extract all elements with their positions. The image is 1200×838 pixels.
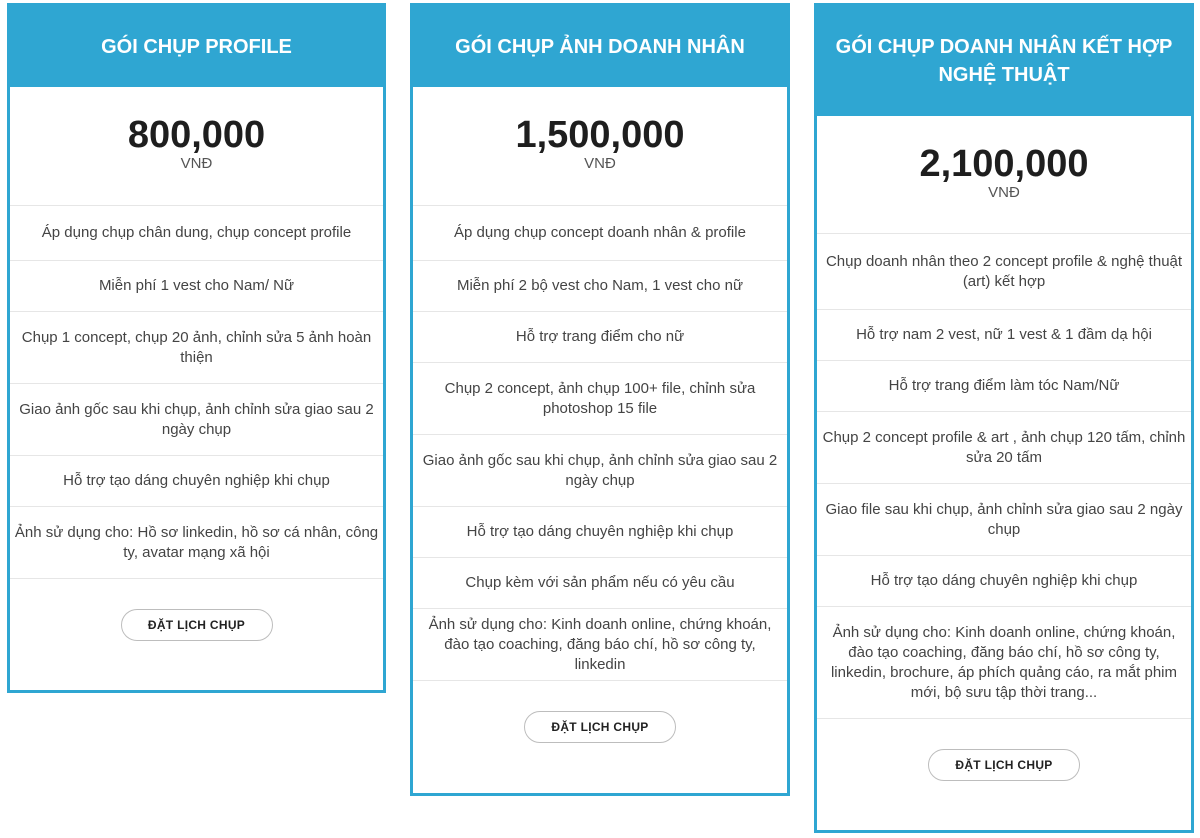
feature-item: Chụp doanh nhân theo 2 concept profile & nghệ thuật (art) kết hợp (817, 234, 1191, 310)
feature-item: Chụp 2 concept, ảnh chụp 100+ file, chỉnh sửa photoshop 15 file (413, 363, 787, 435)
button-row (817, 719, 1191, 781)
feature-item: Ảnh sử dụng cho: Kinh doanh online, chứng khoán, đào tạo coaching, đăng báo chí, hồ sơ công ty, linkedin (413, 609, 787, 681)
price-block (817, 116, 1191, 234)
feature-item: Áp dụng chụp chân dung, chụp concept profile (10, 206, 383, 261)
feature-item: Chụp 1 concept, chụp 20 ảnh, chỉnh sửa 5 ảnh hoàn thiện (10, 312, 383, 384)
pricing-card-profile (7, 3, 386, 693)
price-currency: VNĐ (584, 155, 616, 172)
feature-item: Hỗ trợ trang điểm cho nữ (413, 312, 787, 363)
price-value: 1,500,000 (515, 114, 685, 156)
card-title: GÓI CHỤP PROFILE (10, 6, 383, 87)
price-block (10, 87, 383, 206)
feature-item: Hỗ trợ tạo dáng chuyên nghiệp khi chụp (817, 556, 1191, 607)
price-value: 800,000 (127, 114, 266, 156)
feature-item: Chụp kèm với sản phẩm nếu có yêu cầu (413, 558, 787, 609)
feature-item: Miễn phí 1 vest cho Nam/ Nữ (10, 261, 383, 312)
feature-item: Hỗ trợ nam 2 vest, nữ 1 vest & 1 đầm dạ hội (817, 310, 1191, 361)
price-currency: VNĐ (180, 155, 213, 172)
card-title: GÓI CHỤP DOANH NHÂN KẾT HỢP NGHỆ THUẬT (817, 6, 1191, 116)
feature-item: Giao ảnh gốc sau khi chụp, ảnh chỉnh sửa giao sau 2 ngày chụp (10, 384, 383, 456)
price-value: 2,100,000 (919, 143, 1089, 185)
book-session-button[interactable]: ĐẶT LỊCH CHỤP (524, 711, 676, 743)
book-session-button[interactable]: ĐẶT LỊCH CHỤP (121, 609, 273, 641)
button-row (413, 681, 787, 743)
book-session-button[interactable]: ĐẶT LỊCH CHỤP (928, 749, 1080, 781)
price-currency: VNĐ (988, 184, 1020, 201)
price-block (413, 87, 787, 206)
feature-item: Giao file sau khi chụp, ảnh chỉnh sửa giao sau 2 ngày chụp (817, 484, 1191, 556)
feature-item: Chụp 2 concept profile & art , ảnh chụp 120 tấm, chỉnh sửa 20 tấm (817, 412, 1191, 484)
feature-item: Hỗ trợ tạo dáng chuyên nghiệp khi chụp (413, 507, 787, 558)
feature-item: Giao ảnh gốc sau khi chụp, ảnh chỉnh sửa giao sau 2 ngày chụp (413, 435, 787, 507)
feature-item: Ảnh sử dụng cho: Hồ sơ linkedin, hồ sơ cá nhân, công ty, avatar mạng xã hội (10, 507, 383, 579)
feature-item: Hỗ trợ trang điểm làm tóc Nam/Nữ (817, 361, 1191, 412)
card-title: GÓI CHỤP ẢNH DOANH NHÂN (413, 6, 787, 87)
pricing-card-business-art (814, 3, 1194, 833)
button-row (10, 579, 383, 641)
feature-item: Hỗ trợ tạo dáng chuyên nghiệp khi chụp (10, 456, 383, 507)
feature-item: Áp dụng chụp concept doanh nhân & profile (413, 206, 787, 261)
pricing-card-business (410, 3, 790, 796)
feature-item: Miễn phí 2 bộ vest cho Nam, 1 vest cho nữ (413, 261, 787, 312)
feature-item: Ảnh sử dụng cho: Kinh doanh online, chứng khoán, đào tạo coaching, đăng báo chí, hồ sơ công ty, linkedin, brochure, áp phích quảng cáo, ra mắt phim mới, bộ sưu tập thời trang... (817, 607, 1191, 719)
